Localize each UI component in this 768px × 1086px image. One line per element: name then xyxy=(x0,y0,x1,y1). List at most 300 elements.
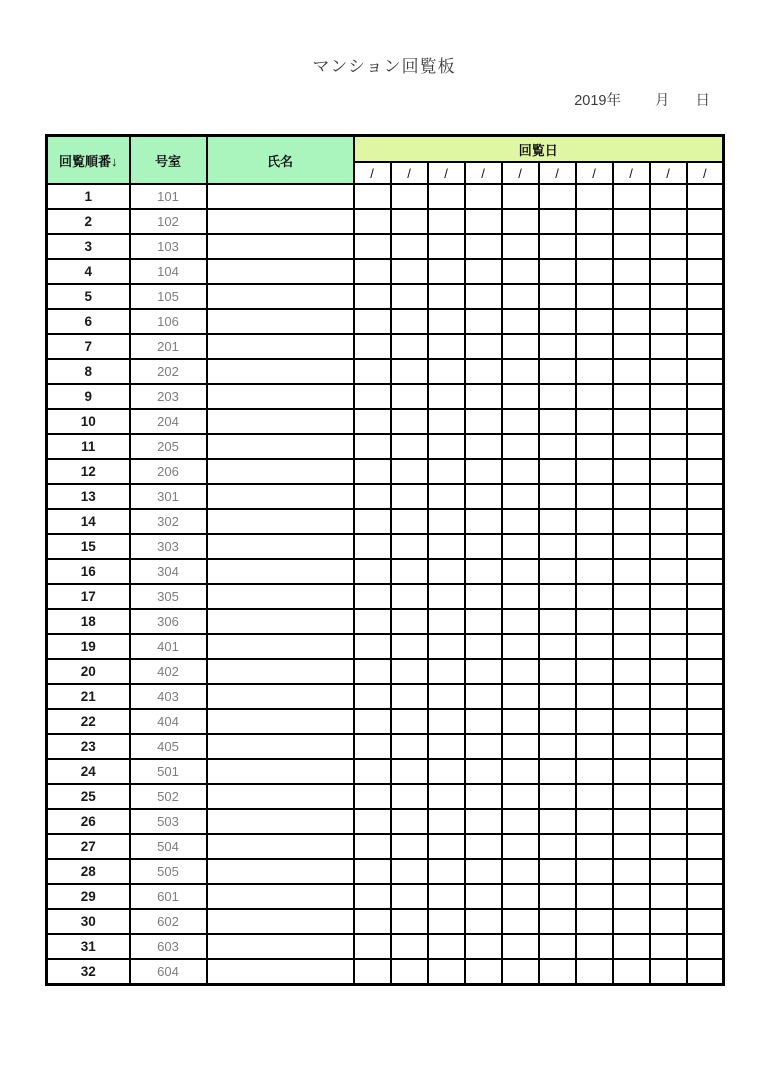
date-cell xyxy=(428,184,465,209)
date-cell xyxy=(539,259,576,284)
order-cell: 20 xyxy=(47,659,130,684)
date-cell xyxy=(576,684,613,709)
date-cell xyxy=(354,834,391,859)
date-cell xyxy=(576,459,613,484)
date-cell xyxy=(687,834,724,859)
room-cell: 403 xyxy=(130,684,207,709)
date-cell xyxy=(613,209,650,234)
date-cell xyxy=(576,959,613,985)
date-cell xyxy=(613,509,650,534)
date-cell xyxy=(687,859,724,884)
circulation-table xyxy=(45,134,725,986)
date-cell xyxy=(465,609,502,634)
room-cell: 105 xyxy=(130,284,207,309)
order-cell: 23 xyxy=(47,734,130,759)
room-cell: 301 xyxy=(130,484,207,509)
date-cell xyxy=(613,834,650,859)
date-cell xyxy=(576,184,613,209)
date-cell xyxy=(428,809,465,834)
date-slash-header: / xyxy=(613,162,650,184)
date-cell xyxy=(650,209,687,234)
date-cell xyxy=(539,184,576,209)
date-cell xyxy=(465,584,502,609)
name-cell xyxy=(207,684,354,709)
date-cell xyxy=(502,634,539,659)
room-cell: 103 xyxy=(130,234,207,259)
name-cell xyxy=(207,809,354,834)
date-cell xyxy=(428,409,465,434)
order-cell: 5 xyxy=(47,284,130,309)
date-cell xyxy=(428,609,465,634)
date-cell xyxy=(650,834,687,859)
date-cell xyxy=(502,209,539,234)
date-cell xyxy=(428,684,465,709)
date-cell xyxy=(687,359,724,384)
order-cell: 9 xyxy=(47,384,130,409)
order-cell: 8 xyxy=(47,359,130,384)
date-cell xyxy=(576,434,613,459)
date-cell xyxy=(539,584,576,609)
date-cell xyxy=(502,234,539,259)
date-cell xyxy=(650,584,687,609)
room-cell: 204 xyxy=(130,409,207,434)
date-cell xyxy=(539,859,576,884)
date-cell xyxy=(354,409,391,434)
name-cell xyxy=(207,959,354,985)
date-cell xyxy=(687,209,724,234)
date-cell xyxy=(428,759,465,784)
name-cell xyxy=(207,509,354,534)
date-cell xyxy=(428,534,465,559)
room-cell: 305 xyxy=(130,584,207,609)
date-cell xyxy=(613,734,650,759)
date-cell xyxy=(576,709,613,734)
date-cell xyxy=(539,884,576,909)
date-cell xyxy=(428,259,465,284)
date-cell xyxy=(391,709,428,734)
date-cell xyxy=(650,959,687,985)
date-cell xyxy=(502,809,539,834)
date-cell xyxy=(539,384,576,409)
name-cell xyxy=(207,184,354,209)
date-cell xyxy=(465,684,502,709)
date-cell xyxy=(391,359,428,384)
date-cell xyxy=(687,459,724,484)
date-cell xyxy=(354,484,391,509)
order-cell: 29 xyxy=(47,884,130,909)
date-cell xyxy=(465,284,502,309)
date-cell xyxy=(354,909,391,934)
room-cell: 501 xyxy=(130,759,207,784)
table-row xyxy=(47,784,724,809)
date-cell xyxy=(502,309,539,334)
name-cell xyxy=(207,534,354,559)
date-cell xyxy=(539,659,576,684)
name-cell xyxy=(207,384,354,409)
date-cell xyxy=(502,859,539,884)
date-cell xyxy=(428,584,465,609)
date-cell xyxy=(613,559,650,584)
date-cell xyxy=(539,784,576,809)
date-cell xyxy=(613,609,650,634)
table-row xyxy=(47,209,724,234)
date-cell xyxy=(687,634,724,659)
date-cell xyxy=(428,959,465,985)
date-cell xyxy=(539,459,576,484)
date-cell xyxy=(687,684,724,709)
order-cell: 15 xyxy=(47,534,130,559)
date-cell xyxy=(687,584,724,609)
date-cell xyxy=(465,434,502,459)
date-cell xyxy=(391,584,428,609)
date-cell xyxy=(354,809,391,834)
date-cell xyxy=(613,634,650,659)
date-cell xyxy=(576,784,613,809)
table-row xyxy=(47,934,724,959)
date-cell xyxy=(613,784,650,809)
date-cell xyxy=(650,509,687,534)
date-cell xyxy=(650,659,687,684)
date-cell xyxy=(502,509,539,534)
date-cell xyxy=(465,234,502,259)
date-day: 日 xyxy=(695,93,710,109)
date-cell xyxy=(502,484,539,509)
date-cell xyxy=(428,209,465,234)
order-cell: 19 xyxy=(47,634,130,659)
date-slash-header: / xyxy=(502,162,539,184)
date-cell xyxy=(428,834,465,859)
table-row xyxy=(47,459,724,484)
date-cell xyxy=(539,409,576,434)
date-cell xyxy=(650,809,687,834)
order-cell: 11 xyxy=(47,434,130,459)
date-cell xyxy=(650,434,687,459)
date-cell xyxy=(428,359,465,384)
table-row xyxy=(47,909,724,934)
date-cell xyxy=(613,459,650,484)
date-cell xyxy=(576,259,613,284)
date-cell xyxy=(465,859,502,884)
date-cell xyxy=(391,209,428,234)
name-cell xyxy=(207,884,354,909)
date-cell xyxy=(650,759,687,784)
date-cell xyxy=(354,309,391,334)
date-cell xyxy=(354,659,391,684)
room-cell: 306 xyxy=(130,609,207,634)
date-cell xyxy=(428,909,465,934)
date-cell xyxy=(465,309,502,334)
date-cell xyxy=(613,884,650,909)
date-cell xyxy=(613,259,650,284)
date-cell xyxy=(391,559,428,584)
date-cell xyxy=(428,884,465,909)
date-cell xyxy=(391,334,428,359)
date-cell xyxy=(354,684,391,709)
date-cell xyxy=(354,609,391,634)
date-cell xyxy=(576,209,613,234)
room-cell: 106 xyxy=(130,309,207,334)
date-cell xyxy=(391,509,428,534)
order-cell: 3 xyxy=(47,234,130,259)
date-cell xyxy=(428,734,465,759)
date-cell xyxy=(391,434,428,459)
date-cell xyxy=(650,459,687,484)
date-cell xyxy=(465,659,502,684)
date-cell xyxy=(502,959,539,985)
date-cell xyxy=(354,459,391,484)
order-cell: 25 xyxy=(47,784,130,809)
date-cell xyxy=(502,684,539,709)
table-row xyxy=(47,334,724,359)
date-cell xyxy=(539,934,576,959)
date-cell xyxy=(391,909,428,934)
name-cell xyxy=(207,734,354,759)
date-cell xyxy=(391,934,428,959)
date-cell xyxy=(428,284,465,309)
date-cell xyxy=(576,409,613,434)
date-cell xyxy=(354,209,391,234)
date-cell xyxy=(613,184,650,209)
order-cell: 17 xyxy=(47,584,130,609)
date-cell xyxy=(539,834,576,859)
date-cell xyxy=(687,559,724,584)
date-cell xyxy=(502,434,539,459)
table-row xyxy=(47,609,724,634)
room-cell: 502 xyxy=(130,784,207,809)
date-cell xyxy=(428,234,465,259)
room-cell: 402 xyxy=(130,659,207,684)
date-cell xyxy=(687,259,724,284)
date-cell xyxy=(650,284,687,309)
date-cell xyxy=(391,834,428,859)
date-cell xyxy=(391,534,428,559)
header-name: 氏名 xyxy=(207,136,354,185)
date-cell xyxy=(650,484,687,509)
room-cell: 201 xyxy=(130,334,207,359)
date-cell xyxy=(613,384,650,409)
date-cell xyxy=(465,634,502,659)
date-cell xyxy=(576,384,613,409)
table-row xyxy=(47,384,724,409)
name-cell xyxy=(207,334,354,359)
date-cell xyxy=(391,259,428,284)
date-cell xyxy=(687,534,724,559)
table-row xyxy=(47,559,724,584)
date-cell xyxy=(502,609,539,634)
room-cell: 102 xyxy=(130,209,207,234)
order-cell: 24 xyxy=(47,759,130,784)
order-cell: 14 xyxy=(47,509,130,534)
date-cell xyxy=(391,234,428,259)
date-cell xyxy=(539,284,576,309)
date-slash-header: / xyxy=(539,162,576,184)
date-cell xyxy=(539,434,576,459)
date-cell xyxy=(613,534,650,559)
table-row xyxy=(47,484,724,509)
date-cell xyxy=(613,409,650,434)
date-cell xyxy=(613,434,650,459)
date-slash-header: / xyxy=(650,162,687,184)
date-cell xyxy=(539,709,576,734)
name-cell xyxy=(207,584,354,609)
table-row xyxy=(47,434,724,459)
date-cell xyxy=(502,784,539,809)
date-cell xyxy=(576,759,613,784)
date-cell xyxy=(465,909,502,934)
date-cell xyxy=(465,509,502,534)
room-cell: 101 xyxy=(130,184,207,209)
date-cell xyxy=(465,384,502,409)
date-cell xyxy=(391,759,428,784)
date-cell xyxy=(539,509,576,534)
order-cell: 4 xyxy=(47,259,130,284)
room-cell: 504 xyxy=(130,834,207,859)
date-cell xyxy=(650,634,687,659)
date-cell xyxy=(650,184,687,209)
date-cell xyxy=(391,959,428,985)
room-cell: 206 xyxy=(130,459,207,484)
date-cell xyxy=(391,609,428,634)
date-cell xyxy=(576,834,613,859)
date-cell xyxy=(502,659,539,684)
name-cell xyxy=(207,634,354,659)
name-cell xyxy=(207,759,354,784)
date-cell xyxy=(576,809,613,834)
date-cell xyxy=(428,709,465,734)
date-cell xyxy=(613,584,650,609)
date-cell xyxy=(576,234,613,259)
room-cell: 602 xyxy=(130,909,207,934)
date-cell xyxy=(391,384,428,409)
date-cell xyxy=(428,434,465,459)
name-cell xyxy=(207,934,354,959)
date-cell xyxy=(354,959,391,985)
date-cell xyxy=(687,184,724,209)
name-cell xyxy=(207,259,354,284)
date-cell xyxy=(539,759,576,784)
date-cell xyxy=(465,559,502,584)
name-cell xyxy=(207,709,354,734)
room-cell: 603 xyxy=(130,934,207,959)
date-cell xyxy=(354,259,391,284)
table-row xyxy=(47,809,724,834)
room-cell: 503 xyxy=(130,809,207,834)
date-cell xyxy=(687,959,724,985)
date-cell xyxy=(687,809,724,834)
date-cell xyxy=(687,284,724,309)
date-cell xyxy=(354,559,391,584)
name-cell xyxy=(207,284,354,309)
date-cell xyxy=(502,259,539,284)
date-cell xyxy=(613,934,650,959)
date-cell xyxy=(576,909,613,934)
header-circulation-date: 回覧日 xyxy=(354,136,724,163)
date-cell xyxy=(650,609,687,634)
date-cell xyxy=(428,859,465,884)
date-cell xyxy=(539,559,576,584)
date-cell xyxy=(576,634,613,659)
date-cell xyxy=(650,859,687,884)
date-cell xyxy=(354,884,391,909)
date-cell xyxy=(687,734,724,759)
date-cell xyxy=(502,459,539,484)
room-cell: 405 xyxy=(130,734,207,759)
date-cell xyxy=(465,934,502,959)
name-cell xyxy=(207,484,354,509)
date-cell xyxy=(650,384,687,409)
date-cell xyxy=(354,359,391,384)
date-cell xyxy=(354,709,391,734)
order-cell: 30 xyxy=(47,909,130,934)
room-cell: 202 xyxy=(130,359,207,384)
order-cell: 2 xyxy=(47,209,130,234)
date-cell xyxy=(428,309,465,334)
date-cell xyxy=(428,484,465,509)
order-cell: 26 xyxy=(47,809,130,834)
date-cell xyxy=(428,634,465,659)
date-cell xyxy=(539,334,576,359)
date-cell xyxy=(650,559,687,584)
date-cell xyxy=(502,284,539,309)
date-cell xyxy=(502,759,539,784)
date-cell xyxy=(502,934,539,959)
date-cell xyxy=(539,809,576,834)
date-cell xyxy=(613,909,650,934)
date-cell xyxy=(613,859,650,884)
name-cell xyxy=(207,309,354,334)
room-cell: 104 xyxy=(130,259,207,284)
date-cell xyxy=(354,859,391,884)
date-cell xyxy=(539,534,576,559)
date-cell xyxy=(428,659,465,684)
name-cell xyxy=(207,234,354,259)
date-cell xyxy=(391,809,428,834)
date-cell xyxy=(687,334,724,359)
date-cell xyxy=(576,334,613,359)
date-cell xyxy=(502,409,539,434)
name-cell xyxy=(207,659,354,684)
date-slash-header: / xyxy=(354,162,391,184)
date-cell xyxy=(576,584,613,609)
table-row xyxy=(47,234,724,259)
date-cell xyxy=(613,709,650,734)
date-cell xyxy=(539,959,576,985)
date-cell xyxy=(465,784,502,809)
date-cell xyxy=(391,284,428,309)
date-cell xyxy=(391,784,428,809)
date-cell xyxy=(576,359,613,384)
date-cell xyxy=(502,709,539,734)
table-row xyxy=(47,359,724,384)
date-cell xyxy=(650,709,687,734)
room-cell: 303 xyxy=(130,534,207,559)
date-cell xyxy=(650,884,687,909)
date-cell xyxy=(650,684,687,709)
date-cell xyxy=(354,234,391,259)
date-slash-header: / xyxy=(687,162,724,184)
name-cell xyxy=(207,559,354,584)
date-cell xyxy=(650,409,687,434)
date-cell xyxy=(465,734,502,759)
date-cell xyxy=(687,784,724,809)
date-slash-header: / xyxy=(391,162,428,184)
order-cell: 28 xyxy=(47,859,130,884)
date-cell xyxy=(465,459,502,484)
order-cell: 1 xyxy=(47,184,130,209)
order-cell: 13 xyxy=(47,484,130,509)
table-row xyxy=(47,884,724,909)
table-row xyxy=(47,734,724,759)
